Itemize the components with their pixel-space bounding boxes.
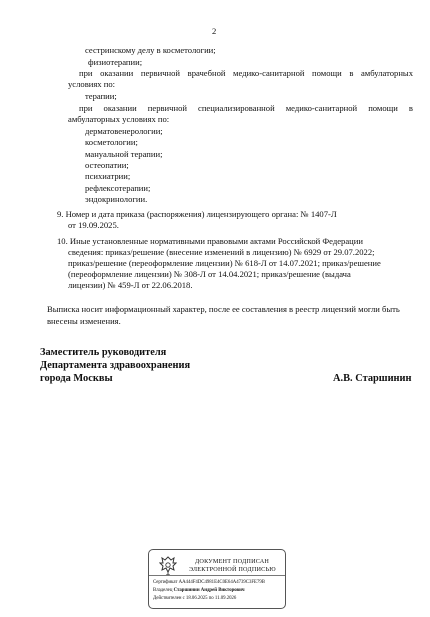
list-line: амбулаторных условиях по:	[68, 114, 170, 124]
electronic-signature-stamp	[148, 549, 286, 609]
certificate-label: Сертификат	[153, 580, 178, 585]
item-9-line: 9. Номер и дата приказа (распоряжения) лицензирующего органа: № 1407-Л	[57, 209, 337, 219]
item-10-line: (переоформление лицензии) № 308-Л от 14.04.2021; приказ/решение (выдача	[68, 269, 351, 279]
note-line: внесены изменения.	[47, 316, 121, 326]
list-line: косметологии;	[85, 137, 138, 147]
owner-value: Старшинин Андрей Викторович	[173, 588, 245, 593]
stamp-owner-row	[153, 588, 245, 593]
item-9-line: от 19.09.2025.	[68, 220, 119, 230]
note-line: Выписка носит информационный характер, после ее составления в реестр лицензий могли быть	[47, 304, 400, 314]
list-line: при оказании первичной специализированной медико-санитарной помощи в	[79, 103, 413, 113]
page-number: 2	[212, 26, 217, 36]
list-line: остеопатии;	[85, 160, 129, 170]
coat-of-arms-emblem	[159, 555, 177, 577]
list-line: терапии;	[85, 91, 117, 101]
owner-label: Владелец	[153, 588, 173, 593]
item-10-line: лицензии) № 459-Л от 22.06.2018.	[68, 280, 193, 290]
stamp-divider	[149, 575, 285, 576]
stamp-validity: Действителен с 18.06.2025 по 11.09.2026	[153, 596, 237, 601]
item-10-line: приказ/решение (переоформление лицензии) № 618-Л от 14.07.2021; приказ/решение	[68, 258, 381, 268]
stamp-title: ЭЛЕКТРОННОЙ ПОДПИСЬЮ	[189, 566, 276, 573]
list-line: физиотерапии;	[88, 57, 143, 67]
signer-position: Заместитель руководителя	[40, 347, 167, 358]
item-10-line: сведения: приказ/решение (внесение изменений в лицензию) № 6929 от 29.07.2022;	[68, 247, 375, 257]
signer-position: Департамента здравоохранения	[40, 360, 191, 371]
signer-position: города Москвы	[40, 373, 113, 384]
signer-name: А.В. Старшинин	[333, 373, 412, 384]
list-line: при оказании первичной врачебной медико-санитарной помощи в амбулаторных	[79, 68, 413, 78]
list-line: психиатрии;	[85, 171, 131, 181]
list-line: эндокринологии.	[85, 194, 148, 204]
certificate-value: AA444F4DC4981E4C0E64A4739C3FE79B	[178, 580, 265, 585]
list-line: рефлексотерапии;	[85, 183, 151, 193]
item-10-line: 10. Иные установленные нормативными правовыми актами Российской Федерации	[57, 236, 363, 246]
list-line: условиях по:	[68, 79, 116, 89]
stamp-certificate-row	[153, 580, 265, 585]
list-line: дерматовенерологии;	[85, 126, 163, 136]
stamp-title: ДОКУМЕНТ ПОДПИСАН	[195, 558, 270, 565]
list-line: мануальной терапии;	[85, 149, 163, 159]
list-line: сестринскому делу в косметологии;	[85, 45, 216, 55]
